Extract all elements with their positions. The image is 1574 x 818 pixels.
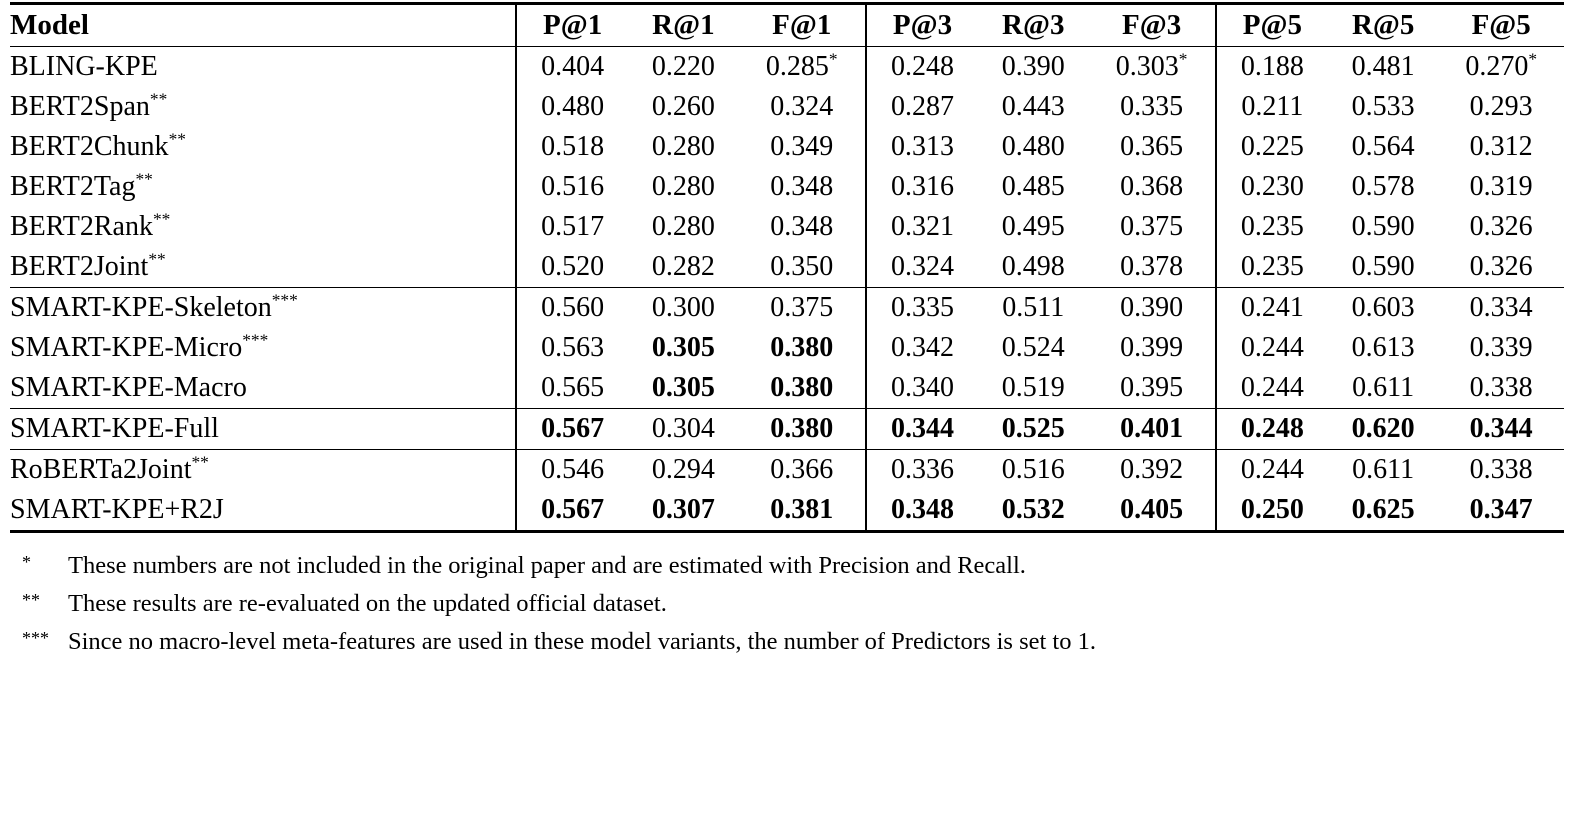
metric-cell: 0.485: [1001, 171, 1065, 202]
metric-cell: 0.304: [628, 409, 738, 450]
metric-cell: 0.375: [1120, 211, 1184, 242]
metric-cell: 0.324: [866, 247, 978, 288]
table-row: [10, 368, 1564, 409]
metric-cell: 0.481: [1351, 51, 1415, 82]
metric-cell: 0.300: [651, 292, 715, 323]
metric-cell: 0.518: [516, 127, 628, 167]
model-name-cell: SMART-KPE-Micro***: [10, 330, 269, 363]
metric-cell: 0.280: [651, 211, 715, 242]
metric-cell: 0.248: [866, 47, 978, 88]
metric-cell: 0.324: [770, 91, 834, 122]
results-table: [10, 2, 1564, 533]
column-header-f1: F@1: [739, 4, 866, 47]
metric-cell: 0.335: [1120, 91, 1184, 122]
metric-cell: 0.590: [1351, 211, 1415, 242]
table-row: [10, 450, 1564, 491]
metric-cell: 0.248: [1216, 409, 1328, 450]
metric-cell: 0.344: [1438, 409, 1564, 450]
model-name-cell: BERT2Chunk**: [10, 129, 186, 162]
footnote-item: [10, 547, 1564, 585]
footnotes: [10, 547, 1564, 661]
footnote-marker-sup: *: [1528, 49, 1538, 69]
model-name-cell: BERT2Joint**: [10, 247, 516, 288]
metric-cell: 0.348: [770, 211, 834, 242]
metric-cell: 0.375: [770, 292, 834, 323]
footnote-marker-sup: **: [148, 249, 166, 269]
column-header-r5: R@5: [1328, 4, 1438, 47]
metric-cell: 0.339: [1469, 332, 1533, 363]
metric-cell: 0.282: [628, 247, 738, 288]
metric-cell: 0.260: [651, 91, 715, 122]
column-header-f5: F@5: [1438, 4, 1564, 47]
metric-cell: 0.347: [1438, 490, 1564, 532]
metric-cell: 0.350: [739, 247, 866, 288]
table-row: [10, 490, 1564, 532]
metric-cell: 0.307: [628, 490, 738, 532]
metric-cell: 0.567: [516, 490, 628, 532]
table-header-row: [10, 4, 1564, 47]
footnote-text: Since no macro-level meta-features are used in these model variants, the number of Predictors is set to 1.: [68, 627, 1096, 655]
footnote-marker-sup: **: [135, 169, 153, 189]
footnote-marker-sup: **: [191, 452, 209, 472]
metric-cell: 0.533: [1351, 91, 1415, 122]
metric-cell: 0.188: [1216, 47, 1328, 88]
metric-cell: 0.532: [978, 490, 1088, 532]
metric-cell: 0.220: [651, 51, 715, 82]
metric-cell: 0.390: [1120, 292, 1184, 323]
column-header-model: Model: [10, 4, 516, 47]
metric-cell: 0.303*: [1115, 49, 1188, 82]
table-row: [10, 207, 1564, 247]
metric-cell: 0.392: [1120, 454, 1184, 485]
model-name-cell: SMART-KPE-Macro: [10, 368, 516, 409]
metric-cell: 0.313: [866, 127, 978, 167]
metric-cell: 0.312: [1469, 131, 1533, 162]
metric-cell: 0.316: [866, 167, 978, 207]
metric-cell: 0.516: [516, 167, 628, 207]
metric-cell: 0.517: [516, 207, 628, 247]
metric-cell: 0.443: [1001, 91, 1065, 122]
footnote-marker: ***: [22, 627, 49, 648]
metric-cell: 0.250: [1216, 490, 1328, 532]
metric-cell: 0.495: [1001, 211, 1065, 242]
metric-cell: 0.625: [1328, 490, 1438, 532]
footnote-marker-sup: **: [149, 89, 168, 109]
model-name-cell: RoBERTa2Joint**: [10, 452, 209, 485]
metric-cell: 0.564: [1351, 131, 1415, 162]
footnote-item: [10, 623, 1564, 661]
metric-cell: 0.603: [1351, 292, 1415, 323]
metric-cell: 0.338: [1438, 368, 1564, 409]
footnote-marker: **: [22, 589, 40, 610]
metric-cell: 0.620: [1328, 409, 1438, 450]
metric-cell: 0.294: [651, 454, 715, 485]
metric-cell: 0.405: [1088, 490, 1215, 532]
metric-cell: 0.404: [516, 47, 628, 88]
metric-cell: 0.590: [1328, 247, 1438, 288]
column-header-r1: R@1: [628, 4, 738, 47]
footnote-marker-sup: **: [168, 129, 186, 149]
metric-cell: 0.321: [866, 207, 978, 247]
footnote-marker-sup: *: [1178, 49, 1188, 69]
metric-cell: 0.244: [1216, 450, 1328, 491]
metric-cell: 0.285*: [765, 49, 838, 82]
metric-cell: 0.319: [1469, 171, 1533, 202]
metric-cell: 0.305: [628, 368, 738, 409]
metric-cell: 0.365: [1120, 131, 1184, 162]
footnote-text: These results are re-evaluated on the updated official dataset.: [68, 589, 667, 617]
metric-cell: 0.334: [1469, 292, 1533, 323]
metric-cell: 0.270*: [1465, 49, 1538, 82]
table-row: [10, 87, 1564, 127]
metric-cell: 0.390: [1001, 51, 1065, 82]
table-row: [10, 127, 1564, 167]
metric-cell: 0.560: [516, 288, 628, 329]
metric-cell: 0.378: [1088, 247, 1215, 288]
footnote-marker-sup: *: [828, 49, 838, 69]
metric-cell: 0.241: [1216, 288, 1328, 329]
model-name-cell: BERT2Span**: [10, 89, 168, 122]
table-row: [10, 409, 1564, 450]
metric-cell: 0.342: [866, 328, 978, 368]
metric-cell: 0.546: [516, 450, 628, 491]
table-header: [10, 4, 1564, 47]
footnote-marker: *: [22, 552, 31, 572]
metric-cell: 0.524: [1001, 332, 1065, 363]
column-header-p1: P@1: [516, 4, 628, 47]
metric-cell: 0.519: [978, 368, 1088, 409]
metric-cell: 0.380: [739, 409, 866, 450]
metric-cell: 0.348: [866, 490, 978, 532]
metric-cell: 0.380: [770, 332, 834, 363]
metric-cell: 0.381: [739, 490, 866, 532]
table-row: [10, 328, 1564, 368]
table-body: [10, 47, 1564, 532]
metric-cell: 0.280: [651, 171, 715, 202]
metric-cell: 0.368: [1120, 171, 1184, 202]
model-name-cell: SMART-KPE-Skeleton***: [10, 290, 298, 323]
metric-cell: 0.211: [1216, 87, 1328, 127]
metric-cell: 0.348: [770, 171, 834, 202]
model-name-cell: BERT2Tag**: [10, 169, 153, 202]
metric-cell: 0.480: [516, 87, 628, 127]
metric-cell: 0.338: [1469, 454, 1533, 485]
footnote-marker-sup: ***: [271, 290, 298, 310]
metric-cell: 0.344: [866, 409, 978, 450]
table-row: [10, 288, 1564, 329]
footnote-text: These numbers are not included in the original paper and are estimated with Precision and Recall.: [68, 552, 1026, 579]
metric-cell: 0.287: [866, 87, 978, 127]
footnote-marker-sup: **: [152, 209, 171, 229]
metric-cell: 0.366: [770, 454, 834, 485]
metric-cell: 0.293: [1469, 91, 1533, 122]
metric-cell: 0.401: [1088, 409, 1215, 450]
column-header-f3: F@3: [1088, 4, 1215, 47]
metric-cell: 0.395: [1088, 368, 1215, 409]
metric-cell: 0.565: [516, 368, 628, 409]
metric-cell: 0.244: [1216, 328, 1328, 368]
metric-cell: 0.230: [1216, 167, 1328, 207]
metric-cell: 0.335: [866, 288, 978, 329]
footnote-marker-sup: ***: [242, 330, 269, 350]
metric-cell: 0.336: [866, 450, 978, 491]
metric-cell: 0.611: [1352, 454, 1415, 485]
metric-cell: 0.380: [739, 368, 866, 409]
metric-cell: 0.520: [516, 247, 628, 288]
metric-cell: 0.563: [516, 328, 628, 368]
metric-cell: 0.326: [1469, 211, 1533, 242]
metric-cell: 0.567: [516, 409, 628, 450]
metric-cell: 0.235: [1216, 207, 1328, 247]
metric-cell: 0.578: [1351, 171, 1415, 202]
metric-cell: 0.349: [770, 131, 834, 162]
model-name-cell: SMART-KPE-Full: [10, 409, 516, 450]
metric-cell: 0.326: [1438, 247, 1564, 288]
table-row: [10, 47, 1564, 88]
column-header-r3: R@3: [978, 4, 1088, 47]
model-name-cell: SMART-KPE+R2J: [10, 490, 516, 532]
table-row: [10, 167, 1564, 207]
metric-cell: 0.235: [1216, 247, 1328, 288]
metric-cell: 0.399: [1120, 332, 1184, 363]
metric-cell: 0.305: [651, 332, 715, 363]
metric-cell: 0.280: [651, 131, 715, 162]
metric-cell: 0.480: [1001, 131, 1065, 162]
metric-cell: 0.516: [1001, 454, 1065, 485]
metric-cell: 0.613: [1351, 332, 1415, 363]
metric-cell: 0.498: [978, 247, 1088, 288]
model-name-cell: BLING-KPE: [10, 51, 158, 82]
table-row: [10, 247, 1564, 288]
results-table-container: [10, 0, 1564, 661]
metric-cell: 0.340: [866, 368, 978, 409]
metric-cell: 0.511: [1002, 292, 1065, 323]
metric-cell: 0.244: [1216, 368, 1328, 409]
model-name-cell: BERT2Rank**: [10, 209, 171, 242]
metric-cell: 0.525: [978, 409, 1088, 450]
column-header-p3: P@3: [866, 4, 978, 47]
metric-cell: 0.611: [1328, 368, 1438, 409]
column-header-p5: P@5: [1216, 4, 1328, 47]
footnote-item: [10, 585, 1564, 623]
metric-cell: 0.225: [1216, 127, 1328, 167]
